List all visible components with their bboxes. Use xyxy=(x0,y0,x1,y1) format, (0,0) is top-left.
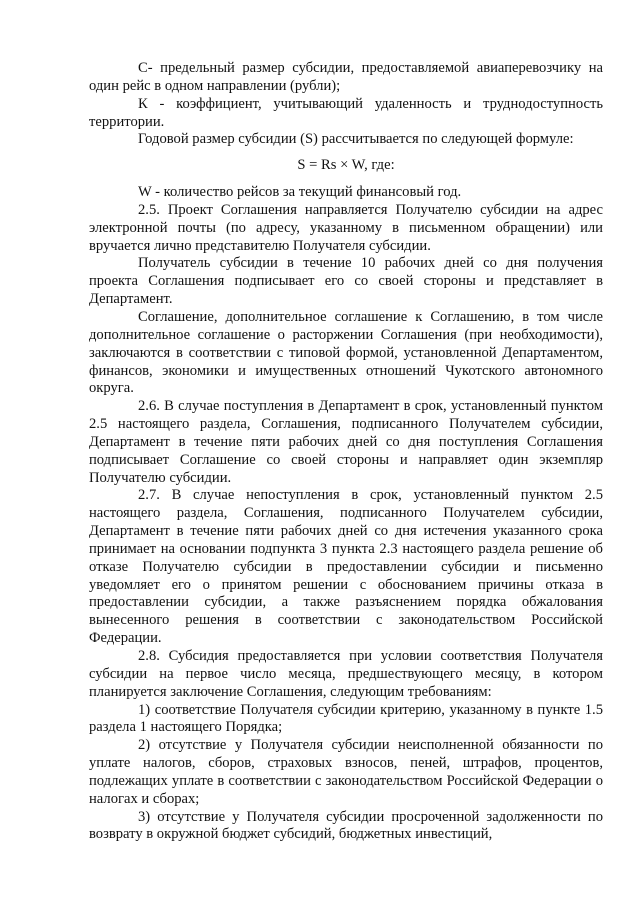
paragraph-w-definition: W - количество рейсов за текущий финансовый год. xyxy=(138,184,462,201)
requirement-1: 1) соответствие Получателя субсидии критерию, указанному в пункте 1.5 раздела 1 настоящего Порядка; xyxy=(89,701,603,736)
paragraph-2-6: 2.6. В случае поступления в Департамент в срок, установленный пунктом 2.5 настоящего раздела, Соглашения, подписанного Получателем субсидии, Департамент в течение пяти рабочих дней со дня поступления Соглашения подписывает Соглашение со своей стороны и направляет один экземпляр Получателю субсидии. xyxy=(89,398,603,486)
document-page xyxy=(89,60,603,844)
paragraph-annual-subsidy-intro: Годовой размер субсидии (S) рассчитывается по следующей формуле: xyxy=(138,131,574,148)
paragraph-2-7: 2.7. В случае непоступления в срок, установленный пунктом 2.5 настоящего раздела, Соглашения, подписанного Получателем субсидии, Департамент в течение пяти рабочих дней со дня истечения указанного срока принимает на основании подпункта 3 пункта 2.3 настоящего раздела решение об отказе Получателю субсидии в предоставлении субсидии и письменно уведомляет его о принятом решении с обоснованием причины отказа в предоставлении субсидии, а также разъяснением порядка обжалования вынесенного решения в соответствии с законодательством Российской Федерации. xyxy=(89,487,603,647)
paragraph-recipient-signing: Получатель субсидии в течение 10 рабочих дней со дня получения проекта Соглашения подписывает его со своей стороны и представляет в Департамент. xyxy=(89,255,603,308)
requirement-2: 2) отсутствие у Получателя субсидии неисполненной обязанности по уплате налогов, сборов, страховых взносов, пеней, штрафов, процентов, подлежащих уплате в соответствии с законодательством Российской Федерации о налогах и сборах; xyxy=(89,737,603,807)
formula: S = Rs × W, где: xyxy=(297,157,395,174)
paragraph-agreement-form: Соглашение, дополнительное соглашение к Соглашению, в том числе дополнительное соглашение о расторжении Соглашения (при необходимости), заключаются в соответствии с типовой формой, установленной Департаментом, финансов, экономики и имущественных отношений Чукотского автономного округа. xyxy=(89,308,603,397)
paragraph-2-5: 2.5. Проект Соглашения направляется Получателю субсидии на адрес электронной почты (по адресу, указанному в письменном обращении) или вручается лично представителю Получателя субсидии. xyxy=(89,201,603,254)
paragraph-c-definition: С- предельный размер субсидии, предоставляемой авиаперевозчику на один рейс в одном направлении (рубли); xyxy=(89,60,603,94)
requirement-3: 3) отсутствие у Получателя субсидии просроченной задолженности по возврату в окружной бюджет субсидий, бюджетных инвестиций, xyxy=(89,808,603,843)
paragraph-2-8: 2.8. Субсидия предоставляется при условии соответствия Получателя субсидии на первое число месяца, предшествующего месяцу, в котором планируется заключение Соглашения, следующим требованиям: xyxy=(89,648,603,700)
paragraph-k-definition: К - коэффициент, учитывающий удаленность и труднодоступность территории. xyxy=(89,95,603,130)
